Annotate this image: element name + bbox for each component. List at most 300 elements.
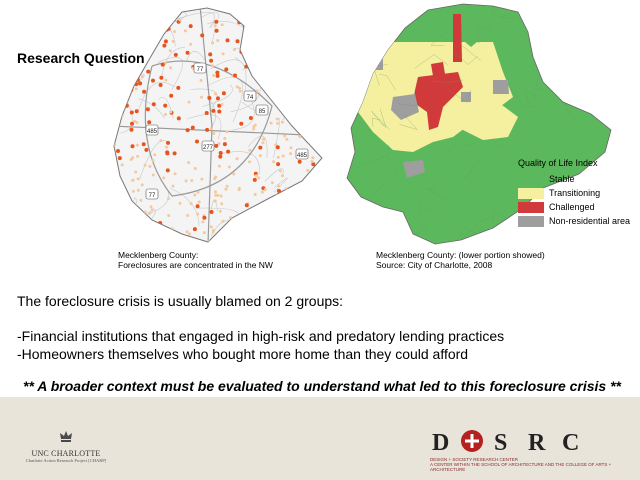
challenged-region-north — [453, 14, 462, 62]
light-foreclosure-dot — [275, 88, 278, 91]
point-1: -Financial institutions that engaged in high-risk and predatory lending practices — [17, 328, 505, 344]
foreclosure-dot — [233, 74, 237, 78]
light-foreclosure-dot — [307, 132, 310, 135]
light-foreclosure-dot — [132, 213, 135, 216]
foreclosure-dot — [278, 223, 282, 227]
foreclosure-dot — [214, 20, 218, 24]
foreclosure-dot — [258, 146, 262, 150]
light-foreclosure-dot — [293, 197, 296, 200]
highway-label: 77 — [148, 193, 156, 199]
light-foreclosure-dot — [318, 110, 321, 113]
foreclosure-dot — [112, 103, 116, 107]
foreclosure-dot — [166, 141, 170, 145]
foreclosure-dot — [193, 227, 197, 231]
light-foreclosure-dot — [164, 79, 167, 82]
foreclosure-dot — [249, 30, 253, 34]
light-foreclosure-dot — [255, 174, 258, 177]
light-foreclosure-dot — [313, 235, 316, 238]
foreclosure-dot — [165, 151, 169, 155]
light-foreclosure-dot — [163, 229, 166, 232]
light-foreclosure-dot — [112, 237, 114, 240]
light-foreclosure-dot — [172, 40, 175, 43]
light-foreclosure-dot — [200, 178, 203, 181]
legend-swatch — [518, 216, 544, 227]
foreclosure-dot — [148, 21, 152, 25]
dsrc-tagline-2: A CENTER WITHIN THE SCHOOL OF ARCHITECTURE AND THE COLLEGE OF ARTS + ARCHITECTURE — [430, 462, 612, 472]
light-foreclosure-dot — [313, 197, 316, 200]
light-foreclosure-dot — [221, 103, 224, 106]
dsrc-wordmark — [430, 427, 635, 455]
light-foreclosure-dot — [259, 154, 262, 157]
foreclosure-dot — [176, 86, 180, 90]
light-foreclosure-dot — [220, 202, 223, 205]
foreclosure-dot — [322, 114, 326, 118]
light-foreclosure-dot — [261, 11, 264, 14]
light-foreclosure-dot — [236, 157, 239, 160]
light-foreclosure-dot — [164, 113, 167, 116]
light-foreclosure-dot — [279, 43, 282, 46]
legend-item-nonresidential — [518, 214, 636, 228]
light-foreclosure-dot — [282, 155, 285, 158]
light-foreclosure-dot — [324, 182, 327, 185]
light-foreclosure-dot — [288, 96, 291, 99]
light-foreclosure-dot — [284, 89, 287, 92]
light-foreclosure-dot — [279, 169, 282, 172]
foreclosure-dot — [215, 29, 219, 33]
foreclosure-dot — [177, 116, 181, 120]
road-line — [112, 82, 121, 122]
light-foreclosure-dot — [214, 92, 217, 95]
foreclosure-dot — [186, 128, 190, 132]
light-foreclosure-dot — [233, 48, 236, 51]
foreclosure-dot — [205, 111, 209, 115]
foreclosure-dot — [162, 44, 166, 48]
light-foreclosure-dot — [132, 190, 135, 193]
light-foreclosure-dot — [112, 79, 114, 82]
legend-label: Non-residential area — [549, 216, 631, 226]
light-foreclosure-dot — [280, 71, 283, 74]
light-foreclosure-dot — [262, 138, 265, 141]
foreclosure-dot — [309, 232, 313, 236]
tract-boundary — [369, 234, 384, 240]
foreclosure-dot — [280, 240, 284, 244]
road-line — [299, 9, 311, 31]
light-foreclosure-dot — [257, 70, 260, 73]
light-foreclosure-dot — [264, 188, 267, 191]
legend-item-challenged — [518, 200, 636, 214]
light-foreclosure-dot — [279, 15, 282, 18]
light-foreclosure-dot — [274, 20, 277, 23]
highway-label: 485 — [146, 129, 158, 135]
foreclosure-dot — [226, 38, 230, 42]
light-foreclosure-dot — [200, 79, 203, 82]
light-foreclosure-dot — [226, 185, 229, 188]
slide-title: Research Question — [17, 50, 145, 66]
highway-label: 485 — [296, 153, 308, 159]
light-foreclosure-dot — [262, 141, 265, 144]
foreclosure-dot — [113, 192, 117, 196]
foreclosure-dot — [114, 48, 118, 52]
light-foreclosure-dot — [268, 29, 271, 32]
light-foreclosure-dot — [284, 36, 287, 39]
foreclosure-dot — [137, 32, 141, 36]
light-foreclosure-dot — [135, 121, 138, 124]
light-foreclosure-dot — [254, 193, 257, 196]
foreclosure-dot — [300, 106, 304, 110]
legend-label: Challenged — [549, 202, 595, 212]
light-foreclosure-dot — [214, 200, 217, 203]
light-foreclosure-dot — [129, 19, 132, 22]
light-foreclosure-dot — [116, 202, 119, 205]
conclusion-text: ** A broader context must be evaluated to understand what led to this foreclosure crisis ** — [23, 378, 621, 394]
light-foreclosure-dot — [197, 191, 200, 194]
foreclosure-dot — [205, 128, 209, 132]
light-foreclosure-dot — [271, 181, 274, 184]
foreclosure-dot — [163, 104, 167, 108]
highway-shield — [194, 63, 206, 73]
light-foreclosure-dot — [252, 125, 255, 128]
foreclosure-dot — [276, 162, 280, 166]
light-foreclosure-dot — [311, 16, 314, 19]
light-foreclosure-dot — [167, 9, 170, 12]
light-foreclosure-dot — [124, 11, 127, 14]
foreclosure-dot — [142, 46, 146, 50]
light-foreclosure-dot — [141, 75, 144, 78]
light-foreclosure-dot — [298, 213, 301, 216]
foreclosure-dot — [326, 7, 328, 11]
light-foreclosure-dot — [219, 210, 222, 213]
light-foreclosure-dot — [130, 158, 133, 161]
foreclosure-dot — [130, 128, 134, 132]
light-foreclosure-dot — [193, 194, 196, 197]
highway-shield — [244, 91, 256, 101]
light-foreclosure-dot — [125, 62, 128, 65]
legend-swatch — [518, 202, 544, 213]
light-foreclosure-dot — [325, 227, 328, 230]
light-foreclosure-dot — [275, 101, 278, 104]
light-foreclosure-dot — [280, 53, 283, 56]
tract-boundary — [561, 51, 566, 67]
foreclosure-dot — [267, 80, 271, 84]
foreclosure-dot — [146, 107, 150, 111]
foreclosure-dot — [146, 70, 150, 74]
tract-boundary — [547, 242, 566, 246]
nonresidential-n — [373, 57, 383, 70]
foreclosure-dot — [136, 64, 140, 68]
light-foreclosure-dot — [275, 74, 278, 77]
light-foreclosure-dot — [257, 226, 260, 229]
foreclosure-dot — [249, 228, 253, 232]
road-line — [233, 213, 255, 239]
tract-boundary — [368, 2, 384, 10]
light-foreclosure-dot — [148, 212, 151, 215]
foreclosure-dot — [121, 214, 125, 218]
light-foreclosure-dot — [138, 223, 141, 226]
tract-boundary — [376, 4, 387, 17]
foreclosure-dot — [207, 96, 211, 100]
legend-title: Quality of Life Index — [518, 158, 598, 168]
foreclosure-dot — [149, 24, 153, 28]
uncc-logo — [6, 430, 126, 463]
foreclosure-dot — [276, 145, 280, 149]
foreclosure-dot — [210, 210, 214, 214]
light-foreclosure-dot — [136, 155, 139, 158]
light-foreclosure-dot — [116, 41, 119, 44]
foreclosure-dot — [226, 150, 230, 154]
foreclosure-dot — [208, 52, 212, 56]
light-foreclosure-dot — [248, 160, 251, 163]
nonresidential-ne — [493, 80, 509, 94]
light-foreclosure-dot — [226, 130, 229, 133]
light-foreclosure-dot — [162, 176, 165, 179]
light-foreclosure-dot — [117, 107, 120, 110]
light-foreclosure-dot — [137, 177, 140, 180]
foreclosure-dot — [150, 18, 154, 22]
light-foreclosure-dot — [141, 183, 144, 186]
foreclosure-dot — [141, 62, 145, 66]
highway-shield — [146, 125, 158, 135]
light-foreclosure-dot — [316, 6, 319, 8]
light-foreclosure-dot — [169, 66, 172, 69]
light-foreclosure-dot — [311, 160, 314, 163]
foreclosure-dot — [130, 111, 134, 115]
legend-label: Transitioning — [549, 188, 601, 198]
light-foreclosure-dot — [251, 58, 254, 61]
foreclosure-dot — [214, 144, 218, 148]
foreclosure-dot — [158, 32, 162, 36]
foreclosure-dot — [245, 203, 249, 207]
light-foreclosure-dot — [312, 13, 315, 16]
svg-text:S: S — [494, 430, 511, 455]
light-foreclosure-dot — [320, 42, 323, 45]
foreclosure-dot — [142, 90, 146, 94]
tract-boundary — [372, 42, 379, 55]
foreclosure-dot — [296, 196, 300, 200]
highway-label: 277 — [202, 145, 214, 151]
foreclosure-dot — [189, 24, 193, 28]
light-foreclosure-dot — [190, 202, 193, 205]
light-foreclosure-dot — [278, 236, 281, 239]
light-foreclosure-dot — [238, 188, 241, 191]
tract-boundary — [599, 60, 612, 61]
light-foreclosure-dot — [165, 146, 168, 149]
light-foreclosure-dot — [288, 239, 291, 242]
light-foreclosure-dot — [256, 19, 259, 22]
light-foreclosure-dot — [311, 156, 314, 159]
foreclosure-dot — [195, 140, 199, 144]
light-foreclosure-dot — [114, 192, 117, 195]
uncc-name: UNC CHARLOTTE — [31, 449, 101, 458]
foreclosure-dot — [223, 142, 227, 146]
light-foreclosure-dot — [242, 224, 245, 227]
foreclosure-dot — [286, 50, 290, 54]
light-foreclosure-dot — [134, 171, 137, 174]
tract-boundary — [389, 10, 404, 22]
light-foreclosure-dot — [214, 176, 217, 179]
light-foreclosure-dot — [179, 202, 182, 205]
light-foreclosure-dot — [172, 185, 175, 188]
foreclosure-dot — [140, 43, 144, 47]
light-foreclosure-dot — [139, 8, 142, 11]
legend-swatch — [518, 174, 544, 185]
light-foreclosure-dot — [119, 13, 122, 16]
road-line — [282, 224, 292, 244]
light-foreclosure-dot — [265, 213, 268, 216]
foreclosure-dot — [218, 155, 222, 159]
foreclosure-dot — [116, 91, 120, 95]
light-foreclosure-dot — [224, 188, 227, 191]
light-foreclosure-dot — [274, 87, 277, 90]
foreclosure-dot — [200, 33, 204, 37]
light-foreclosure-dot — [260, 36, 263, 39]
foreclosure-dot — [171, 6, 175, 8]
light-foreclosure-dot — [143, 48, 146, 51]
light-foreclosure-dot — [325, 12, 328, 15]
caption-line: Foreclosures are concentrated in the NW — [118, 260, 273, 270]
light-foreclosure-dot — [216, 39, 219, 42]
light-foreclosure-dot — [120, 20, 123, 23]
light-foreclosure-dot — [214, 194, 217, 197]
legend-swatch — [518, 188, 544, 199]
foreclosure-dot — [135, 109, 139, 113]
foreclosure-dot — [262, 237, 266, 241]
light-foreclosure-dot — [151, 208, 154, 211]
light-foreclosure-dot — [292, 232, 295, 235]
light-foreclosure-dot — [179, 18, 182, 21]
tract-boundary — [473, 245, 482, 246]
foreclosure-dot — [122, 65, 126, 69]
light-foreclosure-dot — [307, 131, 310, 134]
light-foreclosure-dot — [290, 235, 293, 238]
highway-shield — [256, 105, 268, 115]
tract-boundary — [345, 137, 349, 148]
light-foreclosure-dot — [298, 215, 301, 218]
light-foreclosure-dot — [322, 92, 325, 95]
light-foreclosure-dot — [188, 232, 191, 235]
light-foreclosure-dot — [261, 191, 264, 194]
tract-boundary — [386, 6, 398, 35]
light-foreclosure-dot — [319, 195, 322, 198]
light-foreclosure-dot — [211, 64, 214, 67]
light-foreclosure-dot — [127, 6, 130, 9]
light-foreclosure-dot — [151, 159, 154, 162]
foreclosure-dot — [217, 104, 221, 108]
highway-shield — [202, 141, 214, 151]
light-foreclosure-dot — [275, 54, 278, 57]
foreclosure-dot — [323, 67, 327, 71]
legend-label: Stable — [549, 174, 575, 184]
foreclosure-map — [112, 6, 328, 244]
foreclosure-dot — [321, 46, 325, 50]
legend-item-stable — [518, 172, 636, 186]
light-foreclosure-dot — [137, 211, 140, 214]
highway-shield — [146, 189, 158, 199]
light-foreclosure-dot — [306, 169, 309, 172]
light-foreclosure-dot — [285, 138, 288, 141]
foreclosure-dot — [166, 168, 170, 172]
light-foreclosure-dot — [326, 57, 328, 60]
tract-boundary — [565, 2, 580, 13]
highway-shield — [296, 149, 308, 159]
road-line — [268, 35, 312, 69]
light-foreclosure-dot — [236, 85, 239, 88]
foreclosure-dot — [144, 148, 148, 152]
map-legend — [518, 158, 636, 228]
light-foreclosure-dot — [210, 225, 213, 228]
foreclosure-dot — [232, 9, 236, 13]
light-foreclosure-dot — [289, 146, 292, 149]
foreclosure-dot — [220, 7, 224, 11]
light-foreclosure-dot — [222, 52, 225, 55]
tract-boundary — [575, 87, 598, 99]
light-foreclosure-dot — [174, 172, 177, 175]
foreclosure-dot — [116, 55, 120, 59]
tract-boundary — [597, 4, 610, 12]
dsrc-logo-mark — [430, 427, 610, 455]
light-foreclosure-dot — [272, 160, 275, 163]
light-foreclosure-dot — [190, 179, 193, 182]
foreclosure-dot — [168, 6, 172, 8]
foreclosure-dot — [169, 94, 173, 98]
foreclosure-dot — [151, 79, 155, 83]
light-foreclosure-dot — [135, 87, 138, 90]
light-foreclosure-dot — [313, 63, 316, 66]
light-foreclosure-dot — [169, 49, 172, 52]
light-foreclosure-dot — [315, 60, 318, 63]
light-foreclosure-dot — [323, 160, 326, 163]
light-foreclosure-dot — [152, 174, 155, 177]
tract-boundary — [343, 178, 346, 194]
road-line — [294, 232, 314, 244]
svg-text:R: R — [528, 430, 549, 455]
tract-boundary — [356, 226, 367, 246]
legend-item-transitioning — [518, 186, 636, 200]
foreclosure-dot — [283, 36, 287, 40]
intro-text: The foreclosure crisis is usually blamed on 2 groups: — [17, 293, 344, 309]
light-foreclosure-dot — [273, 220, 276, 223]
light-foreclosure-dot — [218, 165, 221, 168]
light-foreclosure-dot — [201, 220, 204, 223]
light-foreclosure-dot — [262, 51, 265, 54]
tract-boundary — [535, 8, 550, 22]
road-line — [313, 70, 323, 83]
light-foreclosure-dot — [220, 195, 223, 198]
light-foreclosure-dot — [274, 10, 277, 13]
foreclosure-dot — [306, 195, 310, 199]
light-foreclosure-dot — [239, 90, 242, 93]
foreclosure-dot — [237, 13, 241, 17]
light-foreclosure-dot — [257, 176, 260, 179]
light-foreclosure-dot — [134, 53, 137, 56]
light-foreclosure-dot — [136, 144, 139, 147]
light-foreclosure-dot — [305, 136, 308, 139]
light-foreclosure-dot — [133, 20, 136, 23]
light-foreclosure-dot — [132, 179, 135, 182]
road-line — [254, 6, 264, 24]
light-foreclosure-dot — [186, 230, 189, 233]
foreclosure-dot — [173, 151, 177, 155]
light-foreclosure-dot — [121, 163, 124, 166]
light-foreclosure-dot — [221, 220, 224, 223]
foreclosure-dot — [133, 42, 137, 46]
light-foreclosure-dot — [153, 153, 156, 156]
foreclosure-dot — [134, 75, 138, 79]
light-foreclosure-dot — [112, 155, 115, 158]
light-foreclosure-dot — [130, 22, 133, 25]
light-foreclosure-dot — [248, 149, 251, 152]
highway-label: 85 — [258, 109, 266, 115]
foreclosure-dot — [142, 142, 146, 146]
